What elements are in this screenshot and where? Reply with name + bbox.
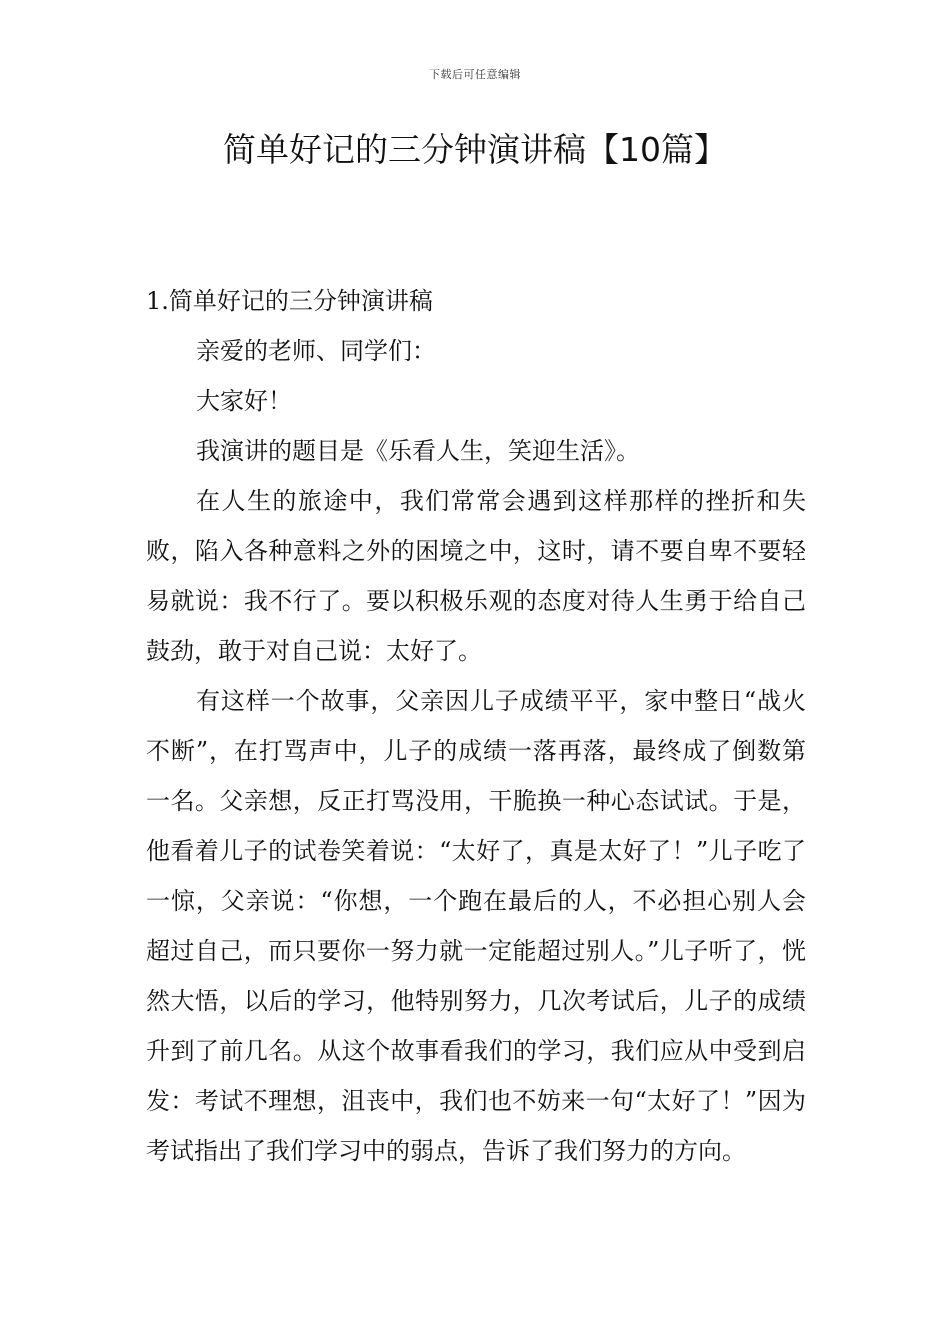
document-body bbox=[146, 276, 806, 1176]
header-note: 下载后可任意编辑 bbox=[429, 68, 521, 81]
story-paragraph: 有这样一个故事，父亲因儿子成绩平平，家中整日“战火不断”，在打骂声中，儿子的成绩一落再落，最终成了倒数第一名。父亲想，反正打骂没用，干脆换一种心态试试。于是，他看着儿子的试卷笑着说：“太好了，真是太好了！”儿子吃了一惊，父亲说：“你想，一个跑在最后的人，不必担心别人会超过自己，而只要你一努力就一定能超过别人。”儿子听了，恍然大悟，以后的学习，他特别努力，几次考试后，儿子的成绩升到了前几名。从这个故事看我们的学习，我们应从中受到启发：考试不理想，沮丧中，我们也不妨来一句“太好了！”因为考试指出了我们学习中的弱点，告诉了我们努力的方向。 bbox=[146, 687, 806, 1165]
salutation-paragraph: 亲爱的老师、同学们： bbox=[196, 337, 436, 365]
section-heading: 1.简单好记的三分钟演讲稿 bbox=[146, 287, 433, 315]
greeting-paragraph: 大家好！ bbox=[196, 387, 292, 415]
document-title: 简单好记的三分钟演讲稿【10篇】 bbox=[223, 130, 727, 169]
topic-paragraph: 我演讲的题目是《乐看人生，笑迎生活》。 bbox=[196, 437, 640, 465]
body-paragraph: 在人生的旅途中，我们常常会遇到这样那样的挫折和失败，陷入各种意料之外的困境之中，这时，请不要自卑不要轻易就说：我不行了。要以积极乐观的态度对待人生勇于给自己鼓劲，敢于对自己说：太好了。 bbox=[146, 487, 806, 665]
